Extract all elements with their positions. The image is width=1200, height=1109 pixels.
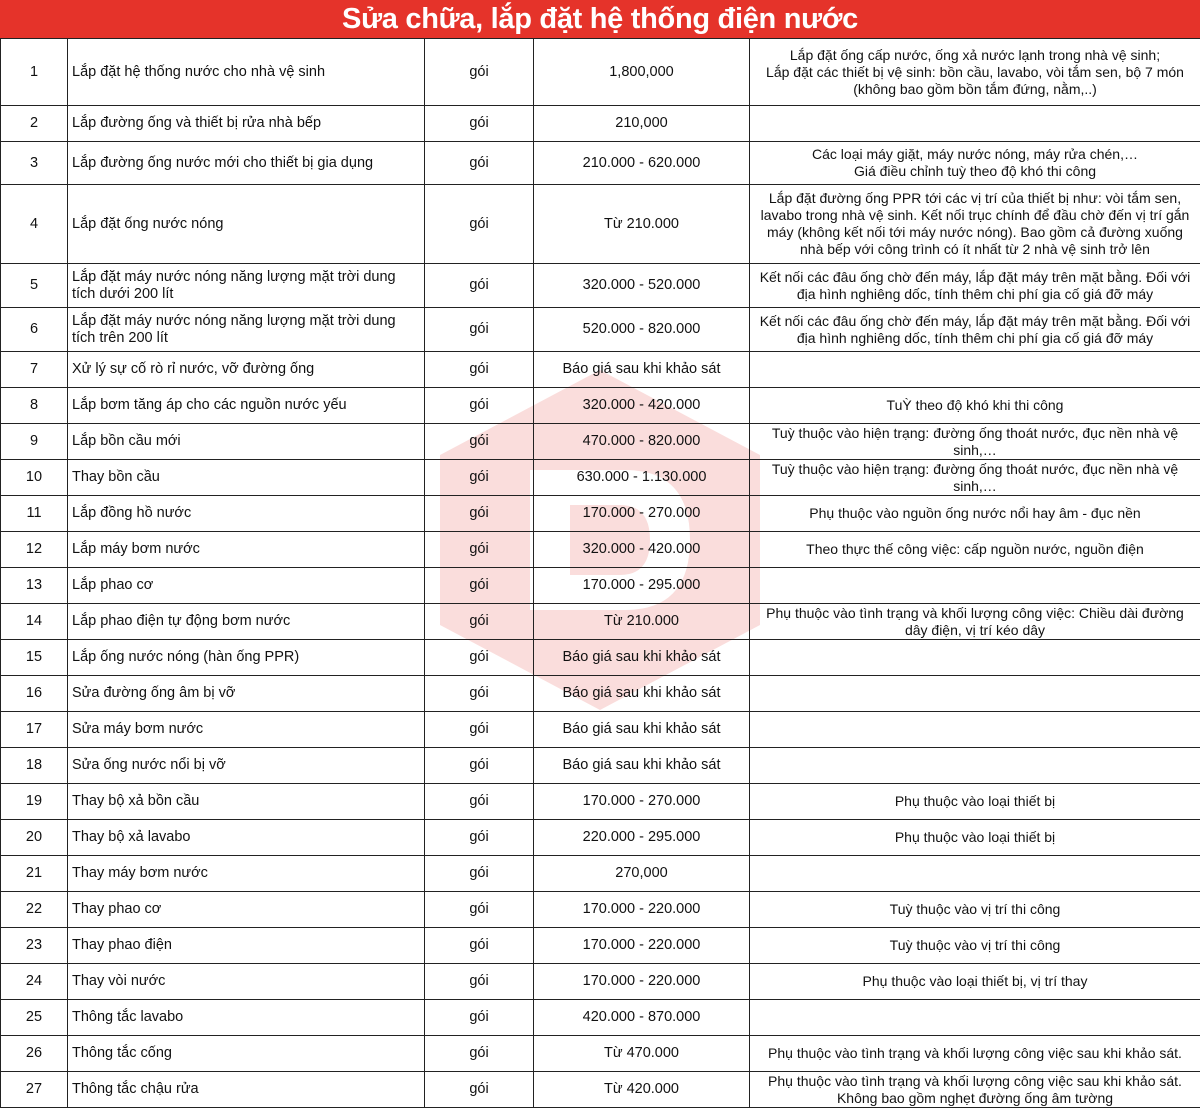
row-number: 7 <box>1 352 68 388</box>
unit-cell: gói <box>425 1072 534 1108</box>
price-cell: 420.000 - 870.000 <box>534 1000 750 1036</box>
service-name: Lắp đặt máy nước nóng năng lượng mặt trời dung tích trên 200 lít <box>68 308 425 352</box>
service-name: Sửa ống nước nổi bị vỡ <box>68 748 425 784</box>
price-cell: 170.000 - 220.000 <box>534 892 750 928</box>
table-row <box>1 388 1200 424</box>
unit-cell: gói <box>425 964 534 1000</box>
price-cell: Báo giá sau khi khảo sát <box>534 676 750 712</box>
unit-cell: gói <box>425 820 534 856</box>
note-cell: Phụ thuộc vào tình trạng và khối lượng công việc sau khi khảo sát. Không bao gồm nghẹt đường ống âm tường <box>750 1072 1200 1108</box>
price-cell: Báo giá sau khi khảo sát <box>534 712 750 748</box>
row-number: 15 <box>1 640 68 676</box>
service-name: Lắp đồng hồ nước <box>68 496 425 532</box>
unit-cell: gói <box>425 460 534 496</box>
table-row <box>1 106 1200 142</box>
note-cell: Kết nối các đâu ống chờ đến máy, lắp đặt máy trên mặt bằng. Đối với địa hình nghiêng dốc, tính thêm chi phí gia cố giá đỡ máy <box>750 264 1200 308</box>
row-number: 25 <box>1 1000 68 1036</box>
table-row <box>1 712 1200 748</box>
table-row <box>1 142 1200 185</box>
table-row <box>1 352 1200 388</box>
price-cell: 1,800,000 <box>534 39 750 106</box>
unit-cell: gói <box>425 388 534 424</box>
note-cell <box>750 712 1200 748</box>
note-cell <box>750 748 1200 784</box>
row-number: 27 <box>1 1072 68 1108</box>
price-cell: 220.000 - 295.000 <box>534 820 750 856</box>
table-row <box>1 264 1200 308</box>
table-row <box>1 604 1200 640</box>
table-row <box>1 308 1200 352</box>
table-row <box>1 748 1200 784</box>
unit-cell: gói <box>425 185 534 264</box>
price-cell: 170.000 - 270.000 <box>534 496 750 532</box>
unit-cell: gói <box>425 142 534 185</box>
row-number: 10 <box>1 460 68 496</box>
unit-cell: gói <box>425 308 534 352</box>
service-name: Lắp đường ống và thiết bị rửa nhà bếp <box>68 106 425 142</box>
unit-cell: gói <box>425 568 534 604</box>
service-name: Lắp bồn cầu mới <box>68 424 425 460</box>
row-number: 9 <box>1 424 68 460</box>
row-number: 18 <box>1 748 68 784</box>
table-row <box>1 532 1200 568</box>
unit-cell: gói <box>425 712 534 748</box>
row-number: 11 <box>1 496 68 532</box>
note-cell: Lắp đặt đường ống PPR tới các vị trí của thiết bị như: vòi tắm sen, lavabo trong nhà vệ sinh. Kết nối trục chính để đầu chờ đến vị trí gắn máy (không kết nối tới máy nước nóng). Bao gồm cả đường xuống nhà bếp với công trình có ít nhất từ 2 nhà vệ sinh trở lên <box>750 185 1200 264</box>
note-cell: Các loại máy giặt, máy nước nóng, máy rửa chén,… Giá điều chỉnh tuỳ theo độ khó thi công <box>750 142 1200 185</box>
unit-cell: gói <box>425 39 534 106</box>
row-number: 23 <box>1 928 68 964</box>
service-name: Thay phao cơ <box>68 892 425 928</box>
note-cell: Lắp đặt ống cấp nước, ống xả nước lạnh trong nhà vệ sinh; Lắp đặt các thiết bị vệ sinh: bồn cầu, lavabo, vòi tắm sen, bộ 7 món (không bao gồm bồn tắm đứng, nằm,..) <box>750 39 1200 106</box>
table-row <box>1 39 1200 106</box>
row-number: 6 <box>1 308 68 352</box>
row-number: 1 <box>1 39 68 106</box>
price-cell: Báo giá sau khi khảo sát <box>534 640 750 676</box>
unit-cell: gói <box>425 1000 534 1036</box>
row-number: 3 <box>1 142 68 185</box>
table-row <box>1 496 1200 532</box>
service-name: Lắp đặt hệ thống nước cho nhà vệ sinh <box>68 39 425 106</box>
row-number: 21 <box>1 856 68 892</box>
service-name: Sửa máy bơm nước <box>68 712 425 748</box>
unit-cell: gói <box>425 532 534 568</box>
row-number: 16 <box>1 676 68 712</box>
table-row <box>1 676 1200 712</box>
note-cell: Phụ thuộc vào tình trạng và khối lượng công việc: Chiều dài đường dây điện, vị trí kéo dây <box>750 604 1200 640</box>
table-row <box>1 892 1200 928</box>
service-name: Sửa đường ống âm bị vỡ <box>68 676 425 712</box>
price-cell: Từ 210.000 <box>534 604 750 640</box>
service-name: Lắp bơm tăng áp cho các nguồn nước yếu <box>68 388 425 424</box>
unit-cell: gói <box>425 352 534 388</box>
unit-cell: gói <box>425 1036 534 1072</box>
note-cell: Phụ thuộc vào nguồn ống nước nổi hay âm - đục nền <box>750 496 1200 532</box>
row-number: 4 <box>1 185 68 264</box>
price-cell: 520.000 - 820.000 <box>534 308 750 352</box>
unit-cell: gói <box>425 640 534 676</box>
price-cell: 170.000 - 220.000 <box>534 928 750 964</box>
service-name: Lắp phao điện tự động bơm nước <box>68 604 425 640</box>
note-cell: Tuỳ thuộc vào hiện trạng: đường ống thoát nước, đục nền nhà vệ sinh,… <box>750 460 1200 496</box>
row-number: 19 <box>1 784 68 820</box>
price-cell: 210.000 - 620.000 <box>534 142 750 185</box>
price-cell: Từ 420.000 <box>534 1072 750 1108</box>
service-name: Thay phao điện <box>68 928 425 964</box>
note-cell <box>750 106 1200 142</box>
note-cell <box>750 856 1200 892</box>
unit-cell: gói <box>425 928 534 964</box>
table-row <box>1 784 1200 820</box>
note-cell: Tuỳ thuộc vào hiện trạng: đường ống thoát nước, đục nền nhà vệ sinh,… <box>750 424 1200 460</box>
row-number: 17 <box>1 712 68 748</box>
unit-cell: gói <box>425 676 534 712</box>
price-cell: 170.000 - 270.000 <box>534 784 750 820</box>
unit-cell: gói <box>425 106 534 142</box>
note-cell: Phụ thuộc vào loại thiết bị, vị trí thay <box>750 964 1200 1000</box>
unit-cell: gói <box>425 496 534 532</box>
unit-cell: gói <box>425 784 534 820</box>
note-cell <box>750 352 1200 388</box>
price-cell: 320.000 - 520.000 <box>534 264 750 308</box>
unit-cell: gói <box>425 604 534 640</box>
price-cell: Từ 470.000 <box>534 1036 750 1072</box>
table-row <box>1 185 1200 264</box>
note-cell: Phụ thuộc vào tình trạng và khối lượng công việc sau khi khảo sát. <box>750 1036 1200 1072</box>
note-cell <box>750 676 1200 712</box>
note-cell <box>750 640 1200 676</box>
table-row <box>1 460 1200 496</box>
service-name: Lắp đặt ống nước nóng <box>68 185 425 264</box>
service-name: Thay vòi nước <box>68 964 425 1000</box>
note-cell <box>750 568 1200 604</box>
row-number: 22 <box>1 892 68 928</box>
service-name: Lắp ống nước nóng (hàn ống PPR) <box>68 640 425 676</box>
row-number: 5 <box>1 264 68 308</box>
note-cell: Tuỳ thuộc vào vị trí thi công <box>750 928 1200 964</box>
note-cell: Kết nối các đâu ống chờ đến máy, lắp đặt máy trên mặt bằng. Đối với địa hình nghiêng dốc, tính thêm chi phí gia cố giá đỡ máy <box>750 308 1200 352</box>
table-row <box>1 568 1200 604</box>
price-cell: 630.000 - 1.130.000 <box>534 460 750 496</box>
price-cell: 320.000 - 420.000 <box>534 388 750 424</box>
table-row <box>1 820 1200 856</box>
note-cell: Phụ thuộc vào loại thiết bị <box>750 820 1200 856</box>
service-name: Thay máy bơm nước <box>68 856 425 892</box>
unit-cell: gói <box>425 892 534 928</box>
price-cell: Từ 210.000 <box>534 185 750 264</box>
unit-cell: gói <box>425 856 534 892</box>
table-row <box>1 640 1200 676</box>
service-name: Thay bộ xả bồn cầu <box>68 784 425 820</box>
table-row <box>1 1036 1200 1072</box>
service-name: Thay bồn cầu <box>68 460 425 496</box>
row-number: 26 <box>1 1036 68 1072</box>
table-row <box>1 424 1200 460</box>
note-cell <box>750 1000 1200 1036</box>
service-name: Thông tắc chậu rửa <box>68 1072 425 1108</box>
note-cell: Phụ thuộc vào loại thiết bị <box>750 784 1200 820</box>
row-number: 13 <box>1 568 68 604</box>
price-cell: 210,000 <box>534 106 750 142</box>
service-name: Lắp đường ống nước mới cho thiết bị gia dụng <box>68 142 425 185</box>
service-name: Xử lý sự cố rò rỉ nước, vỡ đường ống <box>68 352 425 388</box>
price-cell: 320.000 - 420.000 <box>534 532 750 568</box>
table-row <box>1 928 1200 964</box>
service-name: Thông tắc lavabo <box>68 1000 425 1036</box>
note-cell: TuỲ theo độ khó khi thi công <box>750 388 1200 424</box>
unit-cell: gói <box>425 424 534 460</box>
row-number: 20 <box>1 820 68 856</box>
service-name: Lắp đặt máy nước nóng năng lượng mặt trời dung tích dưới 200 lít <box>68 264 425 308</box>
unit-cell: gói <box>425 748 534 784</box>
price-cell: Báo giá sau khi khảo sát <box>534 352 750 388</box>
table-row <box>1 856 1200 892</box>
unit-cell: gói <box>425 264 534 308</box>
price-cell: 170.000 - 295.000 <box>534 568 750 604</box>
service-name: Thông tắc cống <box>68 1036 425 1072</box>
table-row <box>1 1072 1200 1108</box>
price-cell: 470.000 - 820.000 <box>534 424 750 460</box>
row-number: 14 <box>1 604 68 640</box>
price-cell: 170.000 - 220.000 <box>534 964 750 1000</box>
note-cell: Tuỳ thuộc vào vị trí thi công <box>750 892 1200 928</box>
row-number: 2 <box>1 106 68 142</box>
service-name: Thay bộ xả lavabo <box>68 820 425 856</box>
row-number: 12 <box>1 532 68 568</box>
row-number: 8 <box>1 388 68 424</box>
note-cell: Theo thực thế công việc: cấp nguồn nước, nguồn điện <box>750 532 1200 568</box>
table-row <box>1 964 1200 1000</box>
page-title: Sửa chữa, lắp đặt hệ thống điện nước <box>0 0 1200 38</box>
table-row <box>1 1000 1200 1036</box>
price-cell: 270,000 <box>534 856 750 892</box>
service-name: Lắp máy bơm nước <box>68 532 425 568</box>
row-number: 24 <box>1 964 68 1000</box>
price-cell: Báo giá sau khi khảo sát <box>534 748 750 784</box>
service-name: Lắp phao cơ <box>68 568 425 604</box>
price-table <box>0 38 1200 1108</box>
